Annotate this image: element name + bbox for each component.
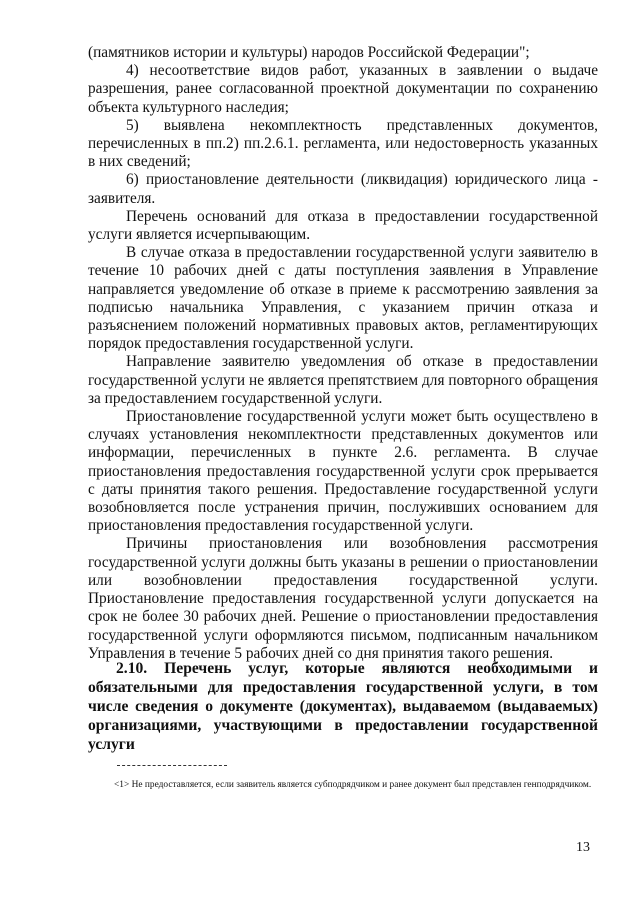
section-heading xyxy=(88,659,598,754)
paragraph-item-4: 4) несоответствие видов работ, указанных в заявлении о выдаче разрешения, ранее согласованной проектной документации по сохранению объекта культурного наследия; xyxy=(88,62,598,116)
paragraph-item-6: 6) приостановление деятельности (ликвидация) юридического лица - заявителя. xyxy=(88,171,598,207)
paragraph-continuation: (памятников истории и культуры) народов Российской Федерации"; xyxy=(88,44,530,61)
section-heading-text: 2.10. Перечень услуг, которые являются необходимыми и обязательными для предоставления государственной услуги, в том числе сведения о документе (документах), выдаваемом (выдаваемых) организациями, участвующими в предоставлении государственной услуги xyxy=(88,660,598,753)
footnote-separator xyxy=(117,765,227,766)
footnote: <1> Не предоставляется, если заявитель является субподрядчиком и ранее документ был представлен генподрядчиком. xyxy=(114,780,592,790)
paragraph-refusal-notice: В случае отказа в предоставлении государственной услуги заявителю в течение 10 рабочих дней с даты поступления заявления в Управление направляется уведомление об отказе в приеме к рассмотрению заявления за подписью начальника Управления, с указанием причин отказа и разъяснением положений нормативных правовых актов, регламентирующих порядок предоставления государственной услуги. xyxy=(88,244,598,353)
paragraph-suspension: Приостановление государственной услуги может быть осуществлено в случаях установления некомплектности представленных документов или информации, перечисленных в пункте 2.6. регламента. В случае приостановления предоставления государственной услуги срок прерывается с даты принятия такого решения. Предоставление государственной услуги возобновляется после устранения причин, послуживших основанием для приостановления предоставления государственной услуги. xyxy=(88,408,598,535)
paragraph-item-5: 5) выявлена некомплектность представленных документов, перечисленных в пп.2) пп.2.6.1. регламента, или недостоверность указанных в них сведений; xyxy=(88,116,598,171)
paragraph-exhaustive-list: Перечень оснований для отказа в предоставлении государственной услуги является исчерпывающим. xyxy=(88,207,598,244)
paragraph-repeat-request: Направление заявителю уведомления об отказе в предоставлении государственной услуги не является препятствием для повторного обращения за предоставлением государственной услуги. xyxy=(88,353,598,407)
body-text xyxy=(88,44,598,663)
paragraph-suspension-reasons: Причины приостановления или возобновления рассмотрения государственной услуги должны быть указаны в решении о приостановлении или возобновлении предоставления государственной услуги. Приостановление предоставления государственной услуги допускается на срок не более 30 рабочих дней. Решение о приостановлении предоставления государственной услуги оформляются письмом, подписанным начальником Управления в течение 5 рабочих дней со дня принятия такого решения. xyxy=(88,535,598,662)
page-number: 13 xyxy=(576,840,590,855)
